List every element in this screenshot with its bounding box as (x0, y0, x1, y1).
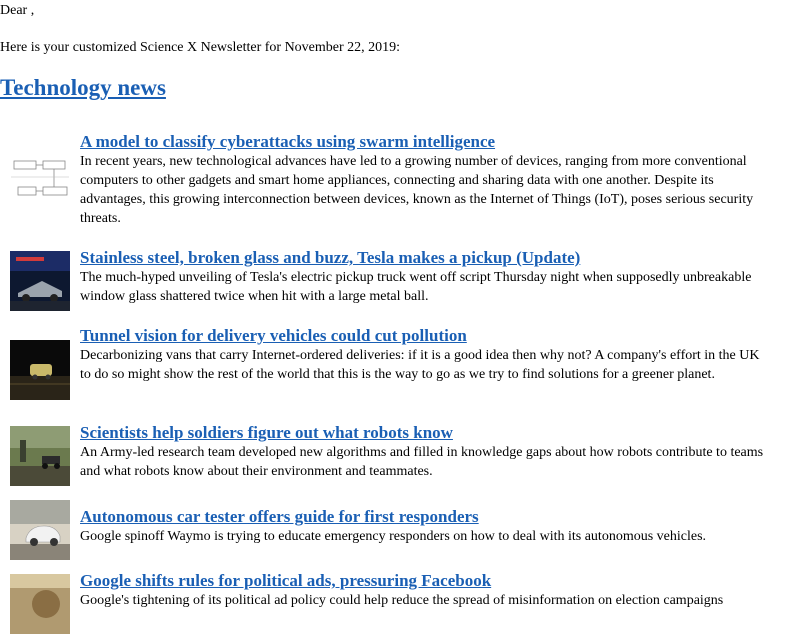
article-title-link[interactable]: Google shifts rules for political ads, pressuring Facebook (80, 571, 492, 590)
article-summary: The much-hyped unveiling of Tesla's electric pickup truck went off script Thursday night when supposedly unbreakable window glass shattered twice when hit with a large metal ball. (80, 270, 752, 304)
article-title-link[interactable]: A model to classify cyberattacks using swarm intelligence (80, 132, 496, 151)
article-summary: In recent years, new technological advances have led to a growing number of devices, ranging from more conventional computers to other gadgets and smart home appliances, connecting and sharing data with one another. Despite its advantages, this growing interconnection between devices, known as the Internet of Things (IoT), poses serious security threats. (80, 154, 754, 226)
article-thumbnail[interactable] (10, 340, 70, 400)
article-thumbnail[interactable] (10, 500, 70, 560)
article-summary: An Army-led research team developed new algorithms and filled in knowledge gaps about how robots contribute to teams and what robots know about their environment and teammates. (80, 445, 764, 479)
section-title-link[interactable]: Technology news (0, 75, 166, 100)
article-thumbnail[interactable] (10, 251, 70, 311)
article-summary: Google's tightening of its political ad policy could help reduce the spread of misinformation on election campaigns (80, 593, 724, 608)
greeting-line: Dear , (0, 3, 35, 18)
newsletter-intro: Here is your customized Science X Newsletter for November 22, 2019: (0, 40, 401, 55)
article-thumbnail[interactable] (10, 426, 70, 486)
article-title-link[interactable]: Stainless steel, broken glass and buzz, Tesla makes a pickup (Update) (80, 248, 581, 267)
article-title-link[interactable]: Tunnel vision for delivery vehicles could cut pollution (80, 326, 467, 345)
article-summary: Decarbonizing vans that carry Internet-ordered deliveries: if it is a good idea then why not? A company's effort in the UK to do so might show the rest of the world that this is the way to go as we try to find solutions for a greener planet. (80, 348, 760, 382)
article-title-link[interactable]: Autonomous car tester offers guide for first responders (80, 507, 479, 526)
article-title-link[interactable]: Scientists help soldiers figure out what robots know (80, 423, 453, 442)
article-thumbnail[interactable] (10, 574, 70, 634)
article-thumbnail[interactable] (10, 149, 70, 209)
article-summary: Google spinoff Waymo is trying to educate emergency responders on how to deal with its autonomous vehicles. (80, 529, 707, 544)
